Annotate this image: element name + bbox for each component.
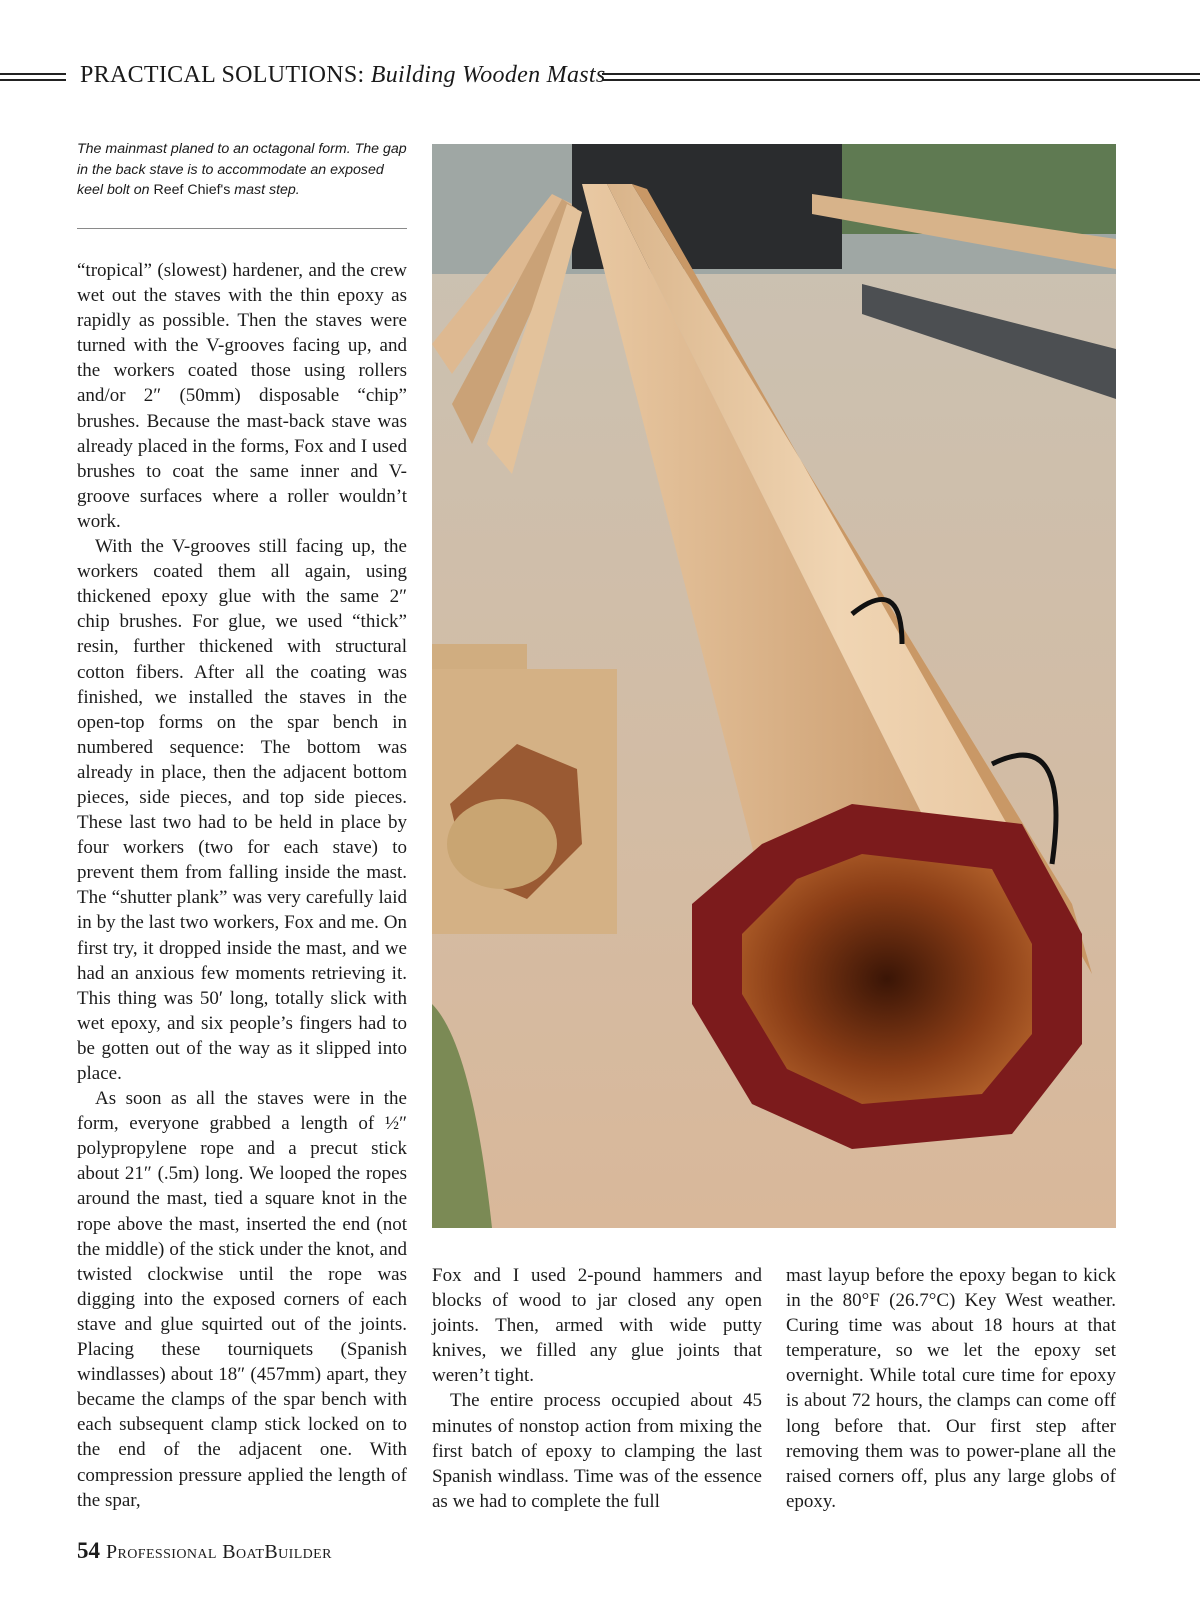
header-section: PRACTICAL SOLUTIONS:: [80, 62, 365, 88]
page-number: 54: [77, 1538, 100, 1563]
caption-boat-name: Reef Chief's: [153, 182, 231, 198]
body-column-3: [786, 1263, 1116, 1514]
mast-photo: [432, 144, 1116, 1228]
caption-text-2: mast step.: [230, 182, 300, 198]
header-rule-right: [602, 73, 1200, 81]
wood-block-end: [447, 799, 557, 889]
page-footer: [77, 1538, 332, 1564]
caption-divider: [77, 228, 407, 229]
header-rule-left: [0, 73, 66, 81]
body-paragraph: The entire process occupied about 45 minutes of nonstop action from mixing the first batch of epoxy to clamping the last Spanish windlass. Time was of the essence as we had to complete the full: [432, 1390, 762, 1512]
header-subtitle: Building Wooden Masts: [370, 62, 606, 88]
body-column-2: [432, 1263, 762, 1514]
body-paragraph: As soon as all the staves were in the form, everyone grabbed a length of ½″ polypropylene rope and a precut stick about 21″ (.5m) long. We looped the ropes around the mast, tied a square knot in the rope above the mast, inserted the end (not the middle) of the stick under the knot, and twisted clockwise until the rope was digging into the exposed corners of each stave and glue squirted out of the joints. Placing these tourniquets (Spanish windlasses) about 18″ (457mm) apart, they became the clamps of the spar bench with each subsequent clamp stick locked on to the end of the adjacent one. With compression pressure applied the length of the spar,: [77, 1088, 407, 1511]
body-paragraph: mast layup before the epoxy began to kick in the 80°F (26.7°C) Key West weather. Curing time was about 18 hours at that temperature, so we let the epoxy set overnight. While total cure time for epoxy is about 72 hours, the clamps can come off long before that. Our first step after removing them was to power-plane all the raised corners off, plus any large globs of epoxy.: [786, 1265, 1116, 1512]
mast-hollow: [742, 854, 1032, 1104]
body-paragraph: “tropical” (slowest) hardener, and the crew wet out the staves with the thin epoxy as rapidly as possible. Then the staves were turned with the V-grooves facing up, and the workers coated those using rollers and/or 2″ (50mm) disposable “chip” brushes. Because the mast-back stave was already placed in the forms, Fox and I used brushes to coat the same inner and V-groove surfaces where a roller wouldn’t work.: [77, 260, 407, 532]
magazine-name: Professional BoatBuilder: [106, 1541, 332, 1563]
page-header: [0, 62, 1200, 96]
body-paragraph: Fox and I used 2-pound hammers and blocks of wood to jar closed any open joints. Then, armed with wide putty knives, we filled any glue joints that weren’t tight.: [432, 1265, 762, 1387]
photo-icon: [432, 144, 1116, 1228]
header-title: [80, 62, 606, 89]
caption-text-1: The mainmast planed to an octagonal form. The gap in the back stave is to accommodate an exposed keel bolt on: [77, 141, 407, 198]
body-paragraph: With the V-grooves still facing up, the workers coated them all again, using thickened epoxy glue with the same 2″ chip brushes. For glue, we used “thick” resin, further thickened with structural cotton fibers. After all the coating was finished, we installed the staves in the open-top forms on the spar bench in numbered sequence: The bottom was already in place, then the adjacent bottom pieces, side pieces, and top side pieces. These last two had to be held in place by four workers (two for each stave) to prevent them from falling inside the mast. The “shutter plank” was very carefully laid in by the last two workers, Fox and me. On first try, it dropped inside the mast, and we had an anxious few moments retrieving it. This thing was 50′ long, totally slick with wet epoxy, and six people’s fingers had to be gotten out of the way as it slipped into place.: [77, 536, 407, 1084]
body-column-1: [77, 258, 407, 1513]
photo-caption: [77, 139, 407, 201]
